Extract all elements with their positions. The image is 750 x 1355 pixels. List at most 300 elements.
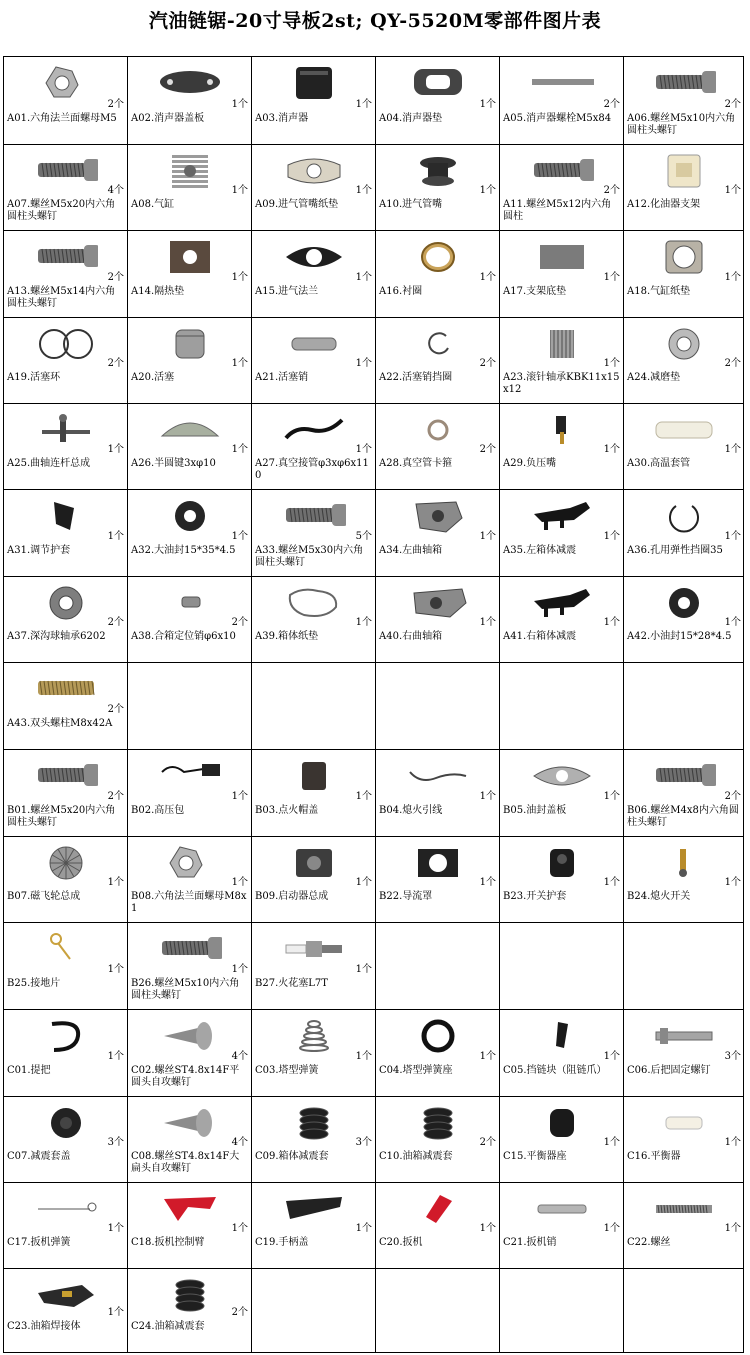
part-quantity: 1个 <box>479 617 496 628</box>
part-cell <box>252 1097 376 1183</box>
part-quantity: 2个 <box>107 704 124 715</box>
part-label: C01.提把 <box>7 1065 51 1076</box>
part-label: B03.点火帽盖 <box>255 805 319 816</box>
part-cell <box>500 231 624 318</box>
part-cell <box>4 1010 128 1097</box>
left-crankcase-icon <box>406 498 470 534</box>
part-label: C15.平衡器座 <box>503 1151 567 1162</box>
part-quantity: 2个 <box>603 185 620 196</box>
part-quantity: 1个 <box>603 1137 620 1148</box>
part-label: A08.气缸 <box>131 199 175 210</box>
part-quantity: 1个 <box>479 531 496 542</box>
part-cell <box>500 1097 624 1183</box>
hex-socket-screw-icon <box>34 153 98 189</box>
seal-cover-plate-icon <box>530 758 594 794</box>
stud-bolt-icon <box>34 671 98 707</box>
tapping-screw-icon <box>158 1018 222 1054</box>
part-cell <box>500 837 624 923</box>
part-label: A01.六角法兰面螺母M5 <box>7 113 117 124</box>
needle-bearing-icon <box>530 326 594 362</box>
part-quantity: 1个 <box>603 444 620 455</box>
part-cell <box>624 577 744 663</box>
part-quantity: 1个 <box>724 272 741 283</box>
part-label: B06.螺丝M4x8内六角圆柱头螺钉 <box>627 805 739 828</box>
part-cell <box>500 490 624 577</box>
part-label: A18.气缸纸垫 <box>627 286 691 297</box>
empty-cell <box>500 663 624 750</box>
chain-catcher-icon <box>530 1018 594 1054</box>
part-cell <box>4 577 128 663</box>
part-quantity: 2个 <box>724 99 741 110</box>
flange-nut-icon <box>34 65 98 101</box>
part-quantity: 1个 <box>603 791 620 802</box>
stop-switch-icon <box>652 845 716 881</box>
part-cell <box>624 231 744 318</box>
part-label: A41.右箱体减震 <box>503 631 577 642</box>
hex-socket-screw-icon <box>652 758 716 794</box>
part-label: C10.油箱减震套 <box>379 1151 453 1162</box>
part-quantity: 1个 <box>231 358 248 369</box>
part-cell <box>128 318 252 404</box>
hex-socket-screw-icon <box>158 931 222 967</box>
part-quantity: 1个 <box>231 1223 248 1234</box>
part-label: B24.熄火开关 <box>627 891 691 902</box>
vacuum-nozzle-icon <box>530 412 594 448</box>
part-cell <box>4 1269 128 1353</box>
part-label: A03.消声器 <box>255 113 309 124</box>
carburetor-bracket-icon <box>652 153 716 189</box>
part-quantity: 1个 <box>603 358 620 369</box>
empty-cell <box>500 1269 624 1353</box>
part-quantity: 5个 <box>355 531 372 542</box>
intake-flange-icon <box>282 239 346 275</box>
part-quantity: 1个 <box>107 964 124 975</box>
part-quantity: 3个 <box>355 1137 372 1148</box>
part-label: A32.大油封15*35*4.5 <box>131 545 236 556</box>
part-label: A15.进气法兰 <box>255 286 319 297</box>
part-cell <box>500 57 624 145</box>
trigger-spring-icon <box>34 1191 98 1227</box>
part-cell <box>128 1097 252 1183</box>
dowel-pin-icon <box>158 585 222 621</box>
part-cell <box>624 1010 744 1097</box>
part-label: A16.衬圈 <box>379 286 423 297</box>
cylinder-gasket-icon <box>652 239 716 275</box>
part-quantity: 1个 <box>107 877 124 888</box>
part-label: A38.合箱定位销φ6x10 <box>131 631 236 642</box>
part-quantity: 1个 <box>724 877 741 888</box>
part-label: A26.半圆键3xφ10 <box>131 458 216 469</box>
ignition-coil-icon <box>158 758 222 794</box>
part-quantity: 1个 <box>231 531 248 542</box>
part-cell <box>4 145 128 231</box>
part-label: C21.扳机销 <box>503 1237 557 1248</box>
part-cell <box>500 1183 624 1269</box>
hex-socket-screw-icon <box>530 153 594 189</box>
handle-icon <box>34 1018 98 1054</box>
part-quantity: 2个 <box>231 1307 248 1318</box>
part-cell <box>128 923 252 1010</box>
page-title: 汽油链锯-20寸导板2st; QY-5520M零部件图片表 <box>148 10 602 32</box>
part-quantity: 1个 <box>724 1223 741 1234</box>
parts-table <box>3 56 744 1353</box>
woodruff-key-icon <box>158 412 222 448</box>
part-cell <box>252 837 376 923</box>
part-cell <box>128 490 252 577</box>
piston-icon <box>158 326 222 362</box>
part-cell <box>128 231 252 318</box>
part-quantity: 1个 <box>603 1051 620 1062</box>
air-guide-hood-icon <box>406 845 470 881</box>
adjust-sheath-icon <box>34 498 98 534</box>
tapping-screw-icon <box>158 1105 222 1141</box>
part-label: B05.油封盖板 <box>503 805 567 816</box>
part-quantity: 1个 <box>724 444 741 455</box>
part-cell <box>4 490 128 577</box>
part-quantity: 1个 <box>355 877 372 888</box>
part-quantity: 1个 <box>603 877 620 888</box>
part-label: C02.螺丝ST4.8x14F平圆头自攻螺钉 <box>131 1065 240 1088</box>
part-cell <box>128 577 252 663</box>
part-label: C06.后把固定螺钉 <box>627 1065 711 1076</box>
part-label: A33.螺丝M5x30内六角圆柱头螺钉 <box>255 545 364 568</box>
hex-socket-screw-icon <box>652 65 716 101</box>
damper-cap-icon <box>34 1105 98 1141</box>
rubber-damper-icon <box>158 1277 222 1313</box>
part-cell <box>4 923 128 1010</box>
part-cell <box>624 1097 744 1183</box>
part-cell <box>624 404 744 490</box>
part-quantity: 1个 <box>479 1051 496 1062</box>
part-cell <box>624 57 744 145</box>
part-quantity: 1个 <box>724 1137 741 1148</box>
trigger-icon <box>406 1191 470 1227</box>
part-quantity: 1个 <box>724 531 741 542</box>
part-label: A23.滚针轴承KBK11x15x12 <box>503 372 620 395</box>
part-label: A04.消声器垫 <box>379 113 443 124</box>
part-label: A31.调节护套 <box>7 545 71 556</box>
part-label: A27.真空接管φ3xφ6x110 <box>255 458 369 481</box>
ground-tab-icon <box>34 931 98 967</box>
circlip-icon <box>406 326 470 362</box>
part-quantity: 1个 <box>479 791 496 802</box>
damper-bracket-icon <box>530 498 594 534</box>
part-label: C20.扳机 <box>379 1237 423 1248</box>
part-quantity: 2个 <box>724 791 741 802</box>
part-cell <box>4 57 128 145</box>
part-quantity: 2个 <box>107 617 124 628</box>
part-label: B02.高压包 <box>131 805 185 816</box>
part-cell <box>252 577 376 663</box>
part-quantity: 1个 <box>231 185 248 196</box>
part-quantity: 1个 <box>231 877 248 888</box>
part-quantity: 1个 <box>355 358 372 369</box>
part-label: A13.螺丝M5x14内六角圆柱头螺钉 <box>7 286 116 309</box>
part-quantity: 1个 <box>355 1051 372 1062</box>
bracket-base-pad-icon <box>530 239 594 275</box>
part-cell <box>252 1183 376 1269</box>
spark-plug-icon <box>282 931 346 967</box>
part-label: C17.扳机弹簧 <box>7 1237 71 1248</box>
rubber-damper-icon <box>282 1105 346 1141</box>
part-cell <box>4 1097 128 1183</box>
part-cell <box>624 318 744 404</box>
balancer-seat-icon <box>530 1105 594 1141</box>
part-quantity: 4个 <box>231 1137 248 1148</box>
part-quantity: 2个 <box>479 358 496 369</box>
empty-cell <box>500 923 624 1010</box>
part-label: B23.开关护套 <box>503 891 567 902</box>
cylinder-icon <box>158 153 222 189</box>
part-cell <box>128 750 252 837</box>
part-quantity: 1个 <box>355 791 372 802</box>
part-cell <box>128 57 252 145</box>
part-label: A24.减磨垫 <box>627 372 681 383</box>
part-cell <box>252 1010 376 1097</box>
part-cell <box>128 145 252 231</box>
part-label: A43.双头螺柱M8x42A <box>7 718 113 729</box>
part-quantity: 1个 <box>603 617 620 628</box>
empty-cell <box>252 663 376 750</box>
part-cell <box>376 837 500 923</box>
part-label: A22.活塞销挡圈 <box>379 372 453 383</box>
hex-socket-screw-icon <box>282 498 346 534</box>
hex-socket-screw-icon <box>34 239 98 275</box>
balancer-icon <box>652 1105 716 1141</box>
part-label: B25.接地片 <box>7 978 61 989</box>
part-quantity: 2个 <box>231 617 248 628</box>
part-label: B01.螺丝M5x20内六角圆柱头螺钉 <box>7 805 116 828</box>
part-label: A12.化油器支架 <box>627 199 701 210</box>
part-quantity: 1个 <box>231 964 248 975</box>
part-cell <box>376 577 500 663</box>
part-label: B09.启动器总成 <box>255 891 329 902</box>
friction-washer-icon <box>652 326 716 362</box>
conical-spring-icon <box>282 1018 346 1054</box>
piston-pin-icon <box>282 326 346 362</box>
part-quantity: 1个 <box>231 791 248 802</box>
part-label: A09.进气管嘴纸垫 <box>255 199 339 210</box>
part-label: A30.高温套管 <box>627 458 691 469</box>
spark-cap-icon <box>282 758 346 794</box>
switch-sheath-icon <box>530 845 594 881</box>
part-cell <box>4 1183 128 1269</box>
part-quantity: 1个 <box>107 1223 124 1234</box>
part-cell <box>4 231 128 318</box>
part-cell <box>252 490 376 577</box>
part-label: A07.螺丝M5x20内六角圆柱头螺钉 <box>7 199 116 222</box>
part-cell <box>252 750 376 837</box>
part-quantity: 1个 <box>724 617 741 628</box>
part-label: C19.手柄盖 <box>255 1237 309 1248</box>
part-label: A06.螺丝M5x10内六角圆柱头螺钉 <box>627 113 736 136</box>
empty-cell <box>128 663 252 750</box>
part-cell <box>4 750 128 837</box>
hose-clamp-icon <box>406 412 470 448</box>
part-label: A14.隔热垫 <box>131 286 185 297</box>
part-quantity: 2个 <box>603 99 620 110</box>
part-quantity: 1个 <box>107 1307 124 1318</box>
flange-nut-icon <box>158 845 222 881</box>
empty-cell <box>376 1269 500 1353</box>
part-cell <box>376 1097 500 1183</box>
part-cell <box>376 57 500 145</box>
part-label: B08.六角法兰面螺母M8x1 <box>131 891 247 914</box>
intake-nozzle-icon <box>406 153 470 189</box>
damper-bracket-icon <box>530 585 594 621</box>
part-label: C09.箱体减震套 <box>255 1151 329 1162</box>
part-cell <box>128 1010 252 1097</box>
long-screw-icon <box>652 1191 716 1227</box>
part-label: A29.负压嘴 <box>503 458 557 469</box>
part-label: A25.曲轴连杆总成 <box>7 458 91 469</box>
part-label: A37.深沟球轴承6202 <box>7 631 106 642</box>
part-cell <box>376 490 500 577</box>
part-label: C24.油箱减震套 <box>131 1321 205 1332</box>
empty-cell <box>376 663 500 750</box>
part-cell <box>624 145 744 231</box>
part-cell <box>500 404 624 490</box>
part-cell <box>252 145 376 231</box>
bushing-ring-icon <box>406 239 470 275</box>
heat-sleeve-icon <box>652 412 716 448</box>
part-label: A11.螺丝M5x12内六角圆柱 <box>503 199 612 222</box>
part-quantity: 1个 <box>479 185 496 196</box>
part-quantity: 1个 <box>479 1223 496 1234</box>
part-cell <box>376 318 500 404</box>
trigger-arm-icon <box>158 1191 222 1227</box>
part-quantity: 3个 <box>107 1137 124 1148</box>
muffler-icon <box>282 65 346 101</box>
rubber-damper-icon <box>406 1105 470 1141</box>
part-label: A10.进气管嘴 <box>379 199 443 210</box>
part-cell <box>376 145 500 231</box>
empty-cell <box>624 923 744 1010</box>
part-cell <box>500 145 624 231</box>
part-cell <box>128 1183 252 1269</box>
part-label: B27.火花塞L7T <box>255 978 328 989</box>
part-label: A19.活塞环 <box>7 372 61 383</box>
heat-insulation-pad-icon <box>158 239 222 275</box>
part-cell <box>252 57 376 145</box>
part-quantity: 1个 <box>355 617 372 628</box>
oil-seal-icon <box>158 498 222 534</box>
part-label: C23.油箱焊接体 <box>7 1321 81 1332</box>
part-cell <box>376 1183 500 1269</box>
part-quantity: 1个 <box>231 272 248 283</box>
empty-cell <box>252 1269 376 1353</box>
part-label: A39.箱体纸垫 <box>255 631 319 642</box>
part-quantity: 1个 <box>355 444 372 455</box>
part-quantity: 1个 <box>603 1223 620 1234</box>
part-cell <box>624 750 744 837</box>
part-quantity: 1个 <box>603 272 620 283</box>
retaining-ring-icon <box>652 498 716 534</box>
spring-seat-icon <box>406 1018 470 1054</box>
muffler-cover-plate-icon <box>158 65 222 101</box>
vacuum-hose-icon <box>282 412 346 448</box>
part-quantity: 1个 <box>479 272 496 283</box>
part-quantity: 1个 <box>724 185 741 196</box>
part-label: B04.熄火引线 <box>379 805 443 816</box>
part-cell <box>376 404 500 490</box>
part-quantity: 1个 <box>479 99 496 110</box>
part-quantity: 3个 <box>724 1051 741 1062</box>
part-cell <box>252 404 376 490</box>
part-quantity: 1个 <box>479 877 496 888</box>
part-label: A05.消声器螺栓M5x84 <box>503 113 612 124</box>
piston-ring-icon <box>34 326 98 362</box>
part-label: C08.螺丝ST4.8x14F大扁头自攻螺钉 <box>131 1151 240 1174</box>
empty-cell <box>624 663 744 750</box>
part-cell <box>500 750 624 837</box>
part-quantity: 1个 <box>355 185 372 196</box>
part-quantity: 1个 <box>355 1223 372 1234</box>
part-label: A36.孔用弹性挡圈35 <box>627 545 723 556</box>
part-label: B07.磁飞轮总成 <box>7 891 81 902</box>
part-label: B22.导流罩 <box>379 891 433 902</box>
handle-bolt-icon <box>652 1018 716 1054</box>
part-quantity: 2个 <box>724 358 741 369</box>
part-cell <box>252 318 376 404</box>
part-label: C22.螺丝 <box>627 1237 671 1248</box>
part-cell <box>4 663 128 750</box>
part-cell <box>4 837 128 923</box>
oil-seal-icon <box>652 585 716 621</box>
part-quantity: 1个 <box>231 99 248 110</box>
part-label: A21.活塞销 <box>255 372 309 383</box>
starter-icon <box>282 845 346 881</box>
part-cell <box>128 1269 252 1353</box>
part-cell <box>376 1010 500 1097</box>
case-gasket-icon <box>282 585 346 621</box>
part-cell <box>4 404 128 490</box>
part-quantity: 4个 <box>231 1051 248 1062</box>
part-cell <box>624 490 744 577</box>
part-label: C04.塔型弹簧座 <box>379 1065 453 1076</box>
part-quantity: 2个 <box>107 272 124 283</box>
part-quantity: 4个 <box>107 185 124 196</box>
part-cell <box>376 231 500 318</box>
fuel-tank-icon <box>34 1277 98 1313</box>
stop-wire-icon <box>406 758 470 794</box>
part-cell <box>128 404 252 490</box>
part-label: A35.左箱体减震 <box>503 545 577 556</box>
intake-paper-gasket-icon <box>282 153 346 189</box>
part-label: A28.真空管卡箍 <box>379 458 453 469</box>
part-quantity: 1个 <box>107 444 124 455</box>
part-cell <box>4 318 128 404</box>
right-crankcase-icon <box>406 585 470 621</box>
part-quantity: 2个 <box>479 1137 496 1148</box>
part-cell <box>252 231 376 318</box>
part-quantity: 1个 <box>355 964 372 975</box>
part-label: C07.减震套盖 <box>7 1151 71 1162</box>
part-label: A17.支架底垫 <box>503 286 567 297</box>
part-quantity: 2个 <box>479 444 496 455</box>
ball-bearing-icon <box>34 585 98 621</box>
empty-cell <box>624 1269 744 1353</box>
part-label: A02.消声器盖板 <box>131 113 205 124</box>
part-cell <box>500 318 624 404</box>
part-label: A20.活塞 <box>131 372 175 383</box>
flywheel-icon <box>34 845 98 881</box>
handle-cover-icon <box>282 1191 346 1227</box>
long-bolt-icon <box>530 65 594 101</box>
part-quantity: 2个 <box>107 99 124 110</box>
part-quantity: 1个 <box>603 531 620 542</box>
part-label: C03.塔型弹簧 <box>255 1065 319 1076</box>
